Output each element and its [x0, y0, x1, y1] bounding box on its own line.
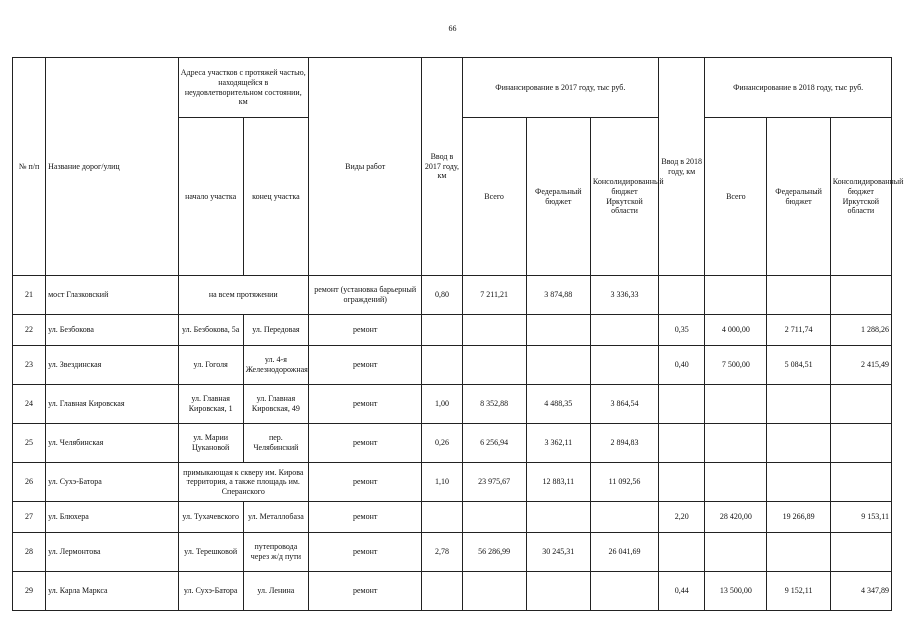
header-financing-2018: Финансирование в 2018 году, тыс руб.: [705, 58, 892, 118]
section-end: пер. Челябинский: [243, 424, 308, 463]
section-start: ул. Главная Кировская, 1: [178, 385, 243, 424]
input-2018: 2,20: [659, 502, 705, 533]
input-2018: [659, 463, 705, 502]
federal-2018: [767, 385, 830, 424]
row-number: 22: [13, 315, 46, 346]
federal-2018: [767, 424, 830, 463]
page-number: 66: [448, 24, 457, 33]
total-2018: 28 420,00: [705, 502, 767, 533]
total-2017: [462, 572, 526, 611]
header-federal-2017: Федеральный бюджет: [526, 118, 590, 276]
consolidated-2018: [830, 276, 891, 315]
row-number: 23: [13, 346, 46, 385]
input-2017: 0,80: [422, 276, 462, 315]
header-total-2017: Всего: [462, 118, 526, 276]
consolidated-2017: 11 092,56: [590, 463, 658, 502]
row-number: 24: [13, 385, 46, 424]
federal-2017: 4 488,35: [526, 385, 590, 424]
federal-2018: [767, 463, 830, 502]
road-name: ул. Лермонтова: [46, 533, 178, 572]
total-2017: 6 256,94: [462, 424, 526, 463]
input-2017: 0,26: [422, 424, 462, 463]
table-row: [13, 572, 892, 611]
header-consolidated-2018: Консолидированный бюджет Иркутской области: [830, 118, 891, 276]
header-financing-2017: Финансирование в 2017 году, тыс руб.: [462, 58, 659, 118]
header-input-2017: Ввод в 2017 году, км: [422, 58, 462, 276]
total-2017: 7 211,21: [462, 276, 526, 315]
input-2017: 1,00: [422, 385, 462, 424]
total-2017: 8 352,88: [462, 385, 526, 424]
input-2017: [422, 315, 462, 346]
input-2017: [422, 572, 462, 611]
federal-2017: 12 883,11: [526, 463, 590, 502]
total-2018: 4 000,00: [705, 315, 767, 346]
consolidated-2017: 26 041,69: [590, 533, 658, 572]
consolidated-2017: [590, 315, 658, 346]
total-2018: [705, 463, 767, 502]
federal-2017: [526, 502, 590, 533]
header-input-2018: Ввод в 2018 году, км: [659, 58, 705, 276]
federal-2017: 3 874,88: [526, 276, 590, 315]
input-2018: [659, 276, 705, 315]
federal-2017: [526, 572, 590, 611]
work-type: ремонт (установка барьерный ограждений): [309, 276, 422, 315]
table-row: [13, 463, 892, 502]
row-number: 29: [13, 572, 46, 611]
total-2017: [462, 315, 526, 346]
total-2018: 13 500,00: [705, 572, 767, 611]
consolidated-2018: 9 153,11: [830, 502, 891, 533]
section-end: ул. Передовая: [243, 315, 308, 346]
input-2018: [659, 424, 705, 463]
section-range: на всем протяжении: [178, 276, 308, 315]
work-type: ремонт: [309, 346, 422, 385]
section-start: ул. Гоголя: [178, 346, 243, 385]
work-type: ремонт: [309, 463, 422, 502]
consolidated-2018: 2 415,49: [830, 346, 891, 385]
input-2017: [422, 346, 462, 385]
total-2018: 7 500,00: [705, 346, 767, 385]
input-2017: [422, 502, 462, 533]
federal-2018: 19 266,89: [767, 502, 830, 533]
consolidated-2018: 1 288,26: [830, 315, 891, 346]
total-2017: [462, 346, 526, 385]
work-type: ремонт: [309, 315, 422, 346]
input-2018: 0,35: [659, 315, 705, 346]
work-type: ремонт: [309, 424, 422, 463]
total-2017: [462, 502, 526, 533]
consolidated-2017: 2 894,83: [590, 424, 658, 463]
road-name: мост Глазковский: [46, 276, 178, 315]
consolidated-2017: [590, 502, 658, 533]
total-2018: [705, 424, 767, 463]
header-federal-2018: Федеральный бюджет: [767, 118, 830, 276]
input-2018: [659, 533, 705, 572]
input-2018: 0,40: [659, 346, 705, 385]
section-start: ул. Безбокова, 5а: [178, 315, 243, 346]
table-row: [13, 346, 892, 385]
consolidated-2017: [590, 346, 658, 385]
section-end: ул. Ленина: [243, 572, 308, 611]
consolidated-2017: 3 336,33: [590, 276, 658, 315]
federal-2017: 3 362,11: [526, 424, 590, 463]
header-name: Название дорог/улиц: [46, 58, 178, 276]
table-row: [13, 424, 892, 463]
table-row: [13, 315, 892, 346]
consolidated-2018: [830, 533, 891, 572]
federal-2017: [526, 346, 590, 385]
section-start: ул. Терешковой: [178, 533, 243, 572]
table-row: [13, 385, 892, 424]
table-row: [13, 533, 892, 572]
section-end: путепровода через ж/д пути: [243, 533, 308, 572]
road-name: ул. Блюхера: [46, 502, 178, 533]
consolidated-2018: 4 347,89: [830, 572, 891, 611]
row-number: 28: [13, 533, 46, 572]
financing-table: [12, 57, 904, 611]
input-2017: 1,10: [422, 463, 462, 502]
row-number: 26: [13, 463, 46, 502]
input-2017: 2,78: [422, 533, 462, 572]
row-number: 27: [13, 502, 46, 533]
input-2018: [659, 385, 705, 424]
federal-2018: 5 084,51: [767, 346, 830, 385]
federal-2018: [767, 276, 830, 315]
row-number: 25: [13, 424, 46, 463]
consolidated-2018: [830, 424, 891, 463]
federal-2018: 2 711,74: [767, 315, 830, 346]
section-start: ул. Сухэ-Батора: [178, 572, 243, 611]
section-range: примыкающая к скверу им. Кирова территория, а также площадь им. Сперанского: [178, 463, 308, 502]
row-number: 21: [13, 276, 46, 315]
total-2017: 23 975,67: [462, 463, 526, 502]
federal-2018: 9 152,11: [767, 572, 830, 611]
consolidated-2017: [590, 572, 658, 611]
header-total-2018: Всего: [705, 118, 767, 276]
header-consolidated-2017: Консолидированный бюджет Иркутской области: [590, 118, 658, 276]
section-end: ул. Главная Кировская, 49: [243, 385, 308, 424]
consolidated-2018: [830, 463, 891, 502]
header-start: начало участка: [178, 118, 243, 276]
work-type: ремонт: [309, 533, 422, 572]
table-row: [13, 502, 892, 533]
total-2018: [705, 533, 767, 572]
work-type: ремонт: [309, 502, 422, 533]
input-2018: 0,44: [659, 572, 705, 611]
total-2018: [705, 385, 767, 424]
section-start: ул. Марии Цукановой: [178, 424, 243, 463]
road-name: ул. Сухэ-Батора: [46, 463, 178, 502]
road-name: ул. Безбокова: [46, 315, 178, 346]
consolidated-2017: 3 864,54: [590, 385, 658, 424]
work-type: ремонт: [309, 572, 422, 611]
table-row: [13, 276, 892, 315]
header-end: конец участка: [243, 118, 308, 276]
road-name: ул. Звездинская: [46, 346, 178, 385]
header-works: Виды работ: [309, 58, 422, 276]
federal-2017: [526, 315, 590, 346]
header-addresses: Адреса участков с протяжей частью, находящейся в неудовлетворительном состоянии, км: [178, 58, 308, 118]
header-num: № п/п: [13, 58, 46, 276]
road-name: ул. Челябинская: [46, 424, 178, 463]
road-name: ул. Карла Маркса: [46, 572, 178, 611]
total-2018: [705, 276, 767, 315]
total-2017: 56 286,99: [462, 533, 526, 572]
work-type: ремонт: [309, 385, 422, 424]
federal-2018: [767, 533, 830, 572]
section-end: ул. Металлобаза: [243, 502, 308, 533]
section-end: ул. 4-я Железнодорожная: [243, 346, 308, 385]
road-name: ул. Главная Кировская: [46, 385, 178, 424]
section-start: ул. Тухачевского: [178, 502, 243, 533]
consolidated-2018: [830, 385, 891, 424]
federal-2017: 30 245,31: [526, 533, 590, 572]
